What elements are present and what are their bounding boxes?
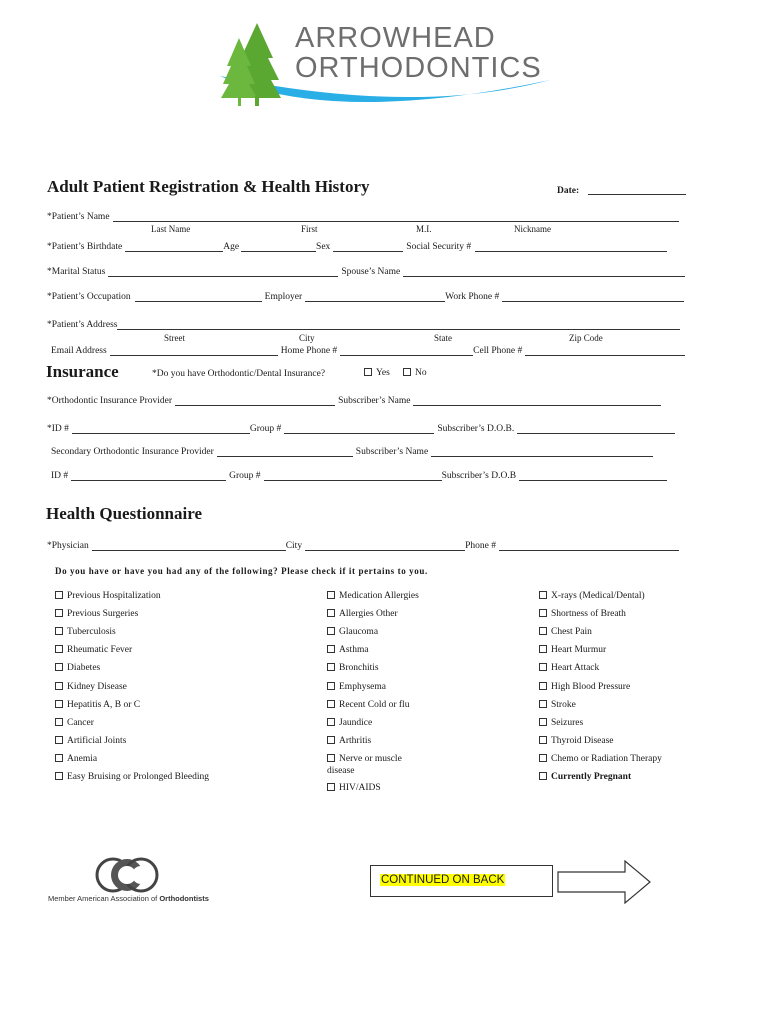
employer-label: Employer xyxy=(264,292,303,302)
condition-checkbox[interactable] xyxy=(55,754,63,762)
patient-name-label: *Patient’s Name xyxy=(47,212,110,222)
condition-label: Hepatitis A, B or C xyxy=(67,700,141,710)
condition-checkbox[interactable] xyxy=(327,627,335,635)
condition-checkbox[interactable] xyxy=(539,682,547,690)
email-field[interactable] xyxy=(110,347,278,356)
birthdate-field[interactable] xyxy=(125,243,223,252)
condition-checkbox[interactable] xyxy=(55,700,63,708)
condition-label: Artificial Joints xyxy=(67,736,127,746)
condition-checkbox[interactable] xyxy=(327,609,335,617)
secondary-subscriber-field[interactable] xyxy=(431,448,653,457)
condition-checkbox[interactable] xyxy=(539,627,547,635)
health-instructions: Do you have or have you had any of the following? Please check if it pertains to you. xyxy=(55,566,428,576)
insurance-question: *Do you have Orthodontic/Dental Insurance? xyxy=(152,369,326,379)
group-field[interactable] xyxy=(284,425,434,434)
physician-field[interactable] xyxy=(92,542,286,551)
condition-checkbox[interactable] xyxy=(327,591,335,599)
logo-line1: ARROWHEAD xyxy=(295,22,496,54)
sub-first-name: First xyxy=(301,224,318,234)
condition-item[interactable] xyxy=(55,591,161,601)
no-label: No xyxy=(415,368,427,378)
condition-label: Seizures xyxy=(551,718,584,728)
condition-label: Diabetes xyxy=(67,663,101,673)
condition-item[interactable] xyxy=(539,700,576,710)
id2-label: ID # xyxy=(51,471,69,481)
sub-street: Street xyxy=(164,333,185,343)
condition-item[interactable] xyxy=(55,754,97,764)
condition-label: Glaucoma xyxy=(339,627,379,637)
condition-checkbox[interactable] xyxy=(327,700,335,708)
aao-member-text: Member American Association of xyxy=(48,894,158,903)
condition-item[interactable] xyxy=(327,609,398,619)
condition-checkbox[interactable] xyxy=(327,663,335,671)
subscriber-dob-field[interactable] xyxy=(517,425,675,434)
condition-label: HIV/AIDS xyxy=(339,783,381,793)
condition-checkbox[interactable] xyxy=(539,772,547,780)
condition-item[interactable] xyxy=(327,591,419,601)
patient-name-field[interactable] xyxy=(113,213,679,222)
condition-item[interactable] xyxy=(539,682,630,692)
condition-item[interactable] xyxy=(327,627,378,637)
page-title: Adult Patient Registration & Health History xyxy=(47,177,370,196)
birthdate-label: *Patient’s Birthdate xyxy=(47,242,123,252)
condition-item[interactable] xyxy=(327,700,409,710)
sub-state: State xyxy=(434,333,452,343)
condition-item[interactable] xyxy=(539,645,606,655)
condition-checkbox[interactable] xyxy=(55,645,63,653)
condition-checkbox[interactable] xyxy=(539,663,547,671)
condition-label: Shortness of Breath xyxy=(551,609,626,619)
condition-label: Nerve or muscle xyxy=(339,754,402,764)
work-phone-field[interactable] xyxy=(502,293,684,302)
arrow-right-icon xyxy=(557,860,652,904)
condition-label: Kidney Disease xyxy=(67,682,127,692)
condition-item[interactable] xyxy=(327,754,402,764)
aao-logo-icon xyxy=(95,856,160,894)
sex-label: Sex xyxy=(316,242,331,252)
provider-field[interactable] xyxy=(175,397,335,406)
phone-label: Phone # xyxy=(465,541,496,551)
condition-checkbox[interactable] xyxy=(55,736,63,744)
condition-label: Currently Pregnant xyxy=(551,772,632,782)
subscriber-dob2-label: Subscriber’s D.O.B xyxy=(441,471,517,481)
condition-item[interactable] xyxy=(55,736,126,746)
sub-mi: M.I. xyxy=(416,224,432,234)
condition-label: Chest Pain xyxy=(551,627,592,637)
condition-item[interactable] xyxy=(327,736,371,746)
continued-label: CONTINUED ON BACK xyxy=(381,874,505,886)
aao-caption xyxy=(48,894,209,903)
condition-checkbox[interactable] xyxy=(55,627,63,635)
aao-org: Orthodontists xyxy=(159,894,209,903)
condition-checkbox[interactable] xyxy=(55,663,63,671)
age-label: Age xyxy=(223,242,240,252)
condition-checkbox[interactable] xyxy=(539,591,547,599)
condition-label: Stroke xyxy=(551,700,576,710)
condition-checkbox[interactable] xyxy=(539,736,547,744)
city-label: City xyxy=(285,541,303,551)
condition-item[interactable] xyxy=(539,736,614,746)
insurance-no-option[interactable] xyxy=(403,368,427,378)
condition-label: Bronchitis xyxy=(339,663,379,673)
condition-item[interactable] xyxy=(55,663,100,673)
insurance-yes-option[interactable] xyxy=(364,368,390,378)
condition-label: Allergies Other xyxy=(339,609,398,619)
condition-label: Cancer xyxy=(67,718,94,728)
insurance-heading: Insurance xyxy=(46,362,119,381)
group-label: Group # xyxy=(249,424,282,434)
condition-checkbox[interactable] xyxy=(55,772,63,780)
condition-label: Previous Surgeries xyxy=(67,609,139,619)
condition-item[interactable] xyxy=(327,718,372,728)
address-label: *Patient’s Address xyxy=(47,320,118,330)
condition-item[interactable] xyxy=(55,718,94,728)
condition-item[interactable] xyxy=(55,627,116,637)
date-label: Date: xyxy=(557,186,580,196)
provider-label: *Orthodontic Insurance Provider xyxy=(47,396,173,406)
condition-label: Chemo or Radiation Therapy xyxy=(551,754,662,764)
condition-label: High Blood Pressure xyxy=(551,682,631,692)
condition-label: Previous Hospitalization xyxy=(67,591,161,601)
condition-checkbox[interactable] xyxy=(327,783,335,791)
sub-nickname: Nickname xyxy=(514,224,551,234)
subscriber-name-field[interactable] xyxy=(413,397,661,406)
yes-label: Yes xyxy=(376,368,390,378)
marital-field[interactable] xyxy=(108,268,338,277)
physician-label: *Physician xyxy=(47,541,89,551)
condition-label: Medication Allergies xyxy=(339,591,419,601)
age-field[interactable] xyxy=(241,243,316,252)
secondary-subscriber-label: Subscriber’s Name xyxy=(355,447,429,457)
condition-item[interactable] xyxy=(55,772,209,782)
secondary-provider-label: Secondary Orthodontic Insurance Provider xyxy=(51,447,214,457)
yes-checkbox[interactable] xyxy=(364,368,372,376)
condition-checkbox[interactable] xyxy=(539,700,547,708)
phone-field[interactable] xyxy=(499,542,679,551)
condition-item[interactable] xyxy=(539,772,631,782)
condition-item[interactable] xyxy=(539,754,662,764)
health-heading: Health Questionnaire xyxy=(46,504,202,523)
id-field[interactable] xyxy=(72,425,250,434)
address-field[interactable] xyxy=(117,321,680,330)
condition-checkbox[interactable] xyxy=(539,609,547,617)
condition-label-continuation: disease xyxy=(327,766,355,776)
home-phone-label: Home Phone # xyxy=(280,346,338,356)
condition-label: Arthritis xyxy=(339,736,372,746)
condition-checkbox[interactable] xyxy=(327,718,335,726)
condition-item[interactable] xyxy=(539,591,645,601)
condition-label: Heart Murmur xyxy=(551,645,607,655)
condition-item[interactable] xyxy=(539,718,583,728)
id-label: *ID # xyxy=(47,424,69,434)
condition-label: Emphysema xyxy=(339,682,386,692)
condition-item[interactable] xyxy=(327,682,386,692)
employer-field[interactable] xyxy=(305,293,445,302)
condition-checkbox[interactable] xyxy=(327,682,335,690)
no-checkbox[interactable] xyxy=(403,368,411,376)
work-phone-label: Work Phone # xyxy=(445,292,500,302)
condition-label: Jaundice xyxy=(339,718,373,728)
sub-city: City xyxy=(299,333,315,343)
condition-item[interactable] xyxy=(55,645,132,655)
condition-checkbox[interactable] xyxy=(327,754,335,762)
condition-item[interactable] xyxy=(327,663,379,673)
logo-line2: ORTHODONTICS xyxy=(295,52,542,84)
condition-label: Asthma xyxy=(339,645,369,655)
condition-item[interactable] xyxy=(55,609,138,619)
condition-item[interactable] xyxy=(539,609,626,619)
condition-label: Heart Attack xyxy=(551,663,600,673)
sub-last-name: Last Name xyxy=(151,224,191,234)
condition-item[interactable] xyxy=(55,700,140,710)
subscriber-dob2-field[interactable] xyxy=(519,472,667,481)
condition-item[interactable] xyxy=(327,645,369,655)
sub-zip: Zip Code xyxy=(569,333,603,343)
secondary-provider-field[interactable] xyxy=(217,448,353,457)
cell-phone-label: Cell Phone # xyxy=(473,346,523,356)
email-label: Email Address xyxy=(51,346,107,356)
condition-label: Anemia xyxy=(67,754,98,764)
occupation-field[interactable] xyxy=(135,293,262,302)
condition-label: Tuberculosis xyxy=(67,627,116,637)
condition-label: Rheumatic Fever xyxy=(67,645,133,655)
group2-label: Group # xyxy=(229,471,261,481)
condition-checkbox[interactable] xyxy=(55,591,63,599)
city-field[interactable] xyxy=(305,542,465,551)
condition-checkbox[interactable] xyxy=(55,609,63,617)
sex-field[interactable] xyxy=(333,243,403,252)
subscriber-dob-label: Subscriber’s D.O.B. xyxy=(437,424,515,434)
condition-item[interactable] xyxy=(327,783,381,793)
condition-label: Easy Bruising or Prolonged Bleeding xyxy=(67,772,209,782)
condition-item[interactable] xyxy=(539,627,592,637)
ssn-label: Social Security # xyxy=(406,242,472,252)
condition-checkbox[interactable] xyxy=(539,718,547,726)
condition-label: Thyroid Disease xyxy=(551,736,614,746)
condition-item[interactable] xyxy=(55,682,127,692)
date-field[interactable] xyxy=(588,186,686,195)
spouse-label: Spouse’s Name xyxy=(341,267,401,277)
condition-checkbox[interactable] xyxy=(327,645,335,653)
home-phone-field[interactable] xyxy=(340,347,473,356)
spouse-field[interactable] xyxy=(403,268,685,277)
condition-label: X-rays (Medical/Dental) xyxy=(551,591,645,601)
ssn-field[interactable] xyxy=(475,243,667,252)
marital-label: *Marital Status xyxy=(47,267,106,277)
continued-box xyxy=(370,865,553,897)
condition-checkbox[interactable] xyxy=(55,682,63,690)
occupation-label: *Patient’s Occupation xyxy=(47,292,131,302)
condition-checkbox[interactable] xyxy=(539,645,547,653)
cell-phone-field[interactable] xyxy=(525,347,685,356)
condition-checkbox[interactable] xyxy=(539,754,547,762)
subscriber-name-label: Subscriber’s Name xyxy=(338,396,411,406)
condition-checkbox[interactable] xyxy=(327,736,335,744)
id2-field[interactable] xyxy=(71,472,226,481)
condition-label: Recent Cold or flu xyxy=(339,700,410,710)
condition-item[interactable] xyxy=(539,663,599,673)
condition-checkbox[interactable] xyxy=(55,718,63,726)
group2-field[interactable] xyxy=(264,472,442,481)
